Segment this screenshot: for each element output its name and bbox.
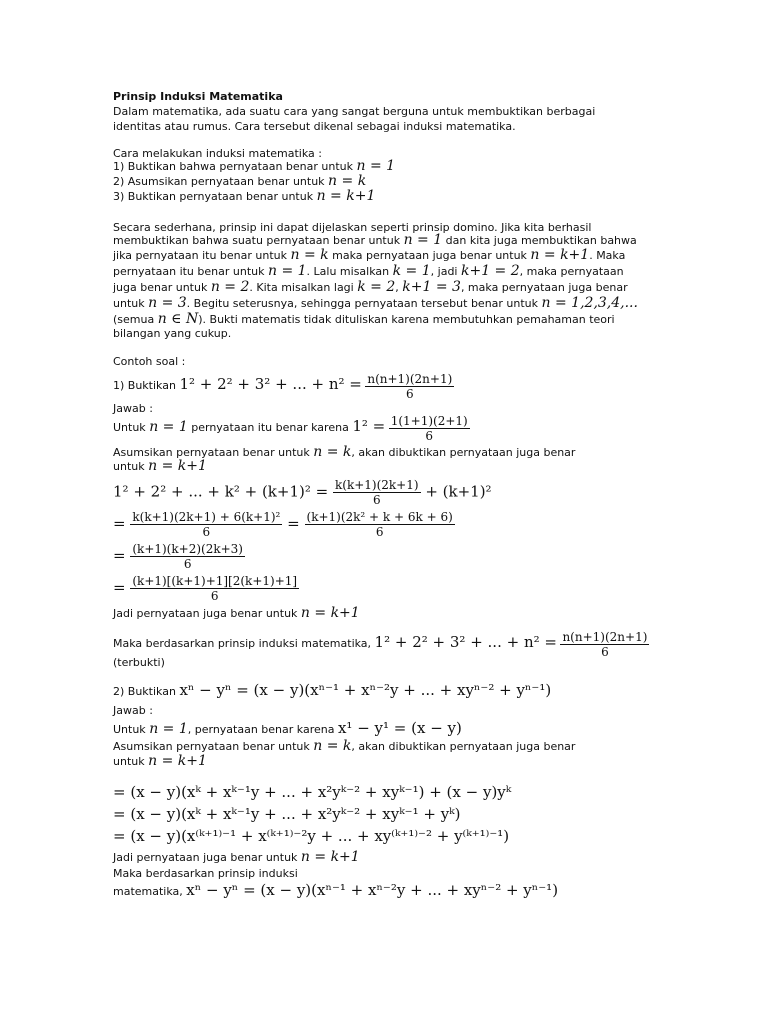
page-title: Prinsip Induksi Matematika bbox=[113, 90, 283, 103]
domino-line-8: bilangan yang cukup. bbox=[113, 327, 232, 340]
domino-line-4: pernyataan itu benar untuk n = 1. Lalu misalkan k = 1, jadi k+1 = 2, maka pernyataan bbox=[113, 263, 624, 279]
problem-1-equation-2: = $\frac{\text{k(k+1)(2k+1) + 6(k+1)²}}{6}$ = $\frac{\text{(k+1)(2k² + k + 6k + 6)}}{6}$ bbox=[113, 510, 453, 539]
problem-1-conclusion: Jadi pernyataan juga benar untuk n = k+1 bbox=[113, 605, 360, 621]
domino-line-7: (semua n ∈ N). Bukti matematis tidak dituliskan karena membutuhkan pemahaman teori bbox=[113, 311, 615, 327]
problem-2-final-2: matematika, xⁿ − yⁿ = (x − y)(xⁿ⁻¹ + xⁿ⁻²y + ... + xyⁿ⁻² + yⁿ⁻¹) bbox=[113, 881, 559, 899]
problem-2-assumption-2: untuk n = k+1 bbox=[113, 753, 207, 769]
steps-heading: Cara melakukan induksi matematika : bbox=[113, 147, 322, 160]
problem-1-equation-4: = $\frac{(k+1)[(k+1)+1][2(k+1)+1]}{6}$ bbox=[113, 574, 298, 603]
fraction: $\frac{\text{(k+1)(2k² + k + 6k + 6)}}{6}$ bbox=[306, 510, 453, 539]
step-1: 1) Buktikan bahwa pernyataan benar untuk n = 1 bbox=[113, 158, 396, 174]
problem-2-conclusion: Jadi pernyataan juga benar untuk n = k+1 bbox=[113, 849, 360, 865]
problem-1-equation-1: 1² + 2² + ... + k² + (k+1)² = $\frac{k(k+1)(2k+1)}{6}$ + (k+1)² bbox=[113, 478, 492, 507]
problem-1-statement: 1) Buktikan 1² + 2² + 3² + ... + n² = $\frac{n(n+1)(2n+1)}{6}$ bbox=[113, 371, 453, 401]
fraction: $\frac{n(n+1)(2n+1)}{6}$ bbox=[562, 629, 648, 659]
problem-1-final: Maka berdasarkan prinsip induksi matematika, 1² + 2² + 3² + ... + n² = $\frac{n(n+1)(2n+1)}{6}$ bbox=[113, 629, 648, 659]
problem-1-base-case: Untuk n = 1 pernyataan itu benar karena 1² = $\frac{1(1+1)(2+1)}{6}$ bbox=[113, 413, 468, 443]
problem-2-assumption: Asumsikan pernyataan benar untuk n = k, akan dibuktikan pernyataan juga benar bbox=[113, 738, 576, 754]
domino-line-6: untuk n = 3. Begitu seterusnya, sehingga pernyataan tersebut benar untuk n = 1,2,3,4,... bbox=[113, 295, 638, 311]
intro-line-1: Dalam matematika, ada suatu cara yang sangat berguna untuk membuktikan berbagai bbox=[113, 105, 596, 118]
fraction: $\frac{\text{k(k+1)(2k+1) + 6(k+1)²}}{6}$ bbox=[132, 510, 281, 539]
problem-2-statement: 2) Buktikan xⁿ − yⁿ = (x − y)(xⁿ⁻¹ + xⁿ⁻²y + ... + xyⁿ⁻² + yⁿ⁻¹) bbox=[113, 681, 552, 699]
domino-line-1: Secara sederhana, prinsip ini dapat dijelaskan seperti prinsip domino. Jika kita berhasil bbox=[113, 221, 592, 234]
fraction: $\frac{k(k+1)(2k+1)}{6}$ bbox=[334, 478, 419, 507]
problem-2-final-1: Maka berdasarkan prinsip induksi bbox=[113, 867, 298, 880]
problem-1-equation-3: = $\frac{(k+1)(k+2)(2k+3)}{6}$ bbox=[113, 542, 243, 571]
step-2: 2) Asumsikan pernyataan benar untuk n = k bbox=[113, 173, 367, 189]
problem-1-assumption-2: untuk n = k+1 bbox=[113, 458, 207, 474]
problem-2-equation-1: = (x − y)(xᵏ + xᵏ⁻¹y + ... + x²yᵏ⁻² + xyᵏ⁻¹) + (x − y)yᵏ bbox=[113, 783, 512, 801]
domino-line-3: jika pernyataan itu benar untuk n = k maka pernyataan juga benar untuk n = k+1. Maka bbox=[113, 247, 626, 263]
fraction: $\frac{(k+1)[(k+1)+1][2(k+1)+1]}{6}$ bbox=[132, 574, 298, 603]
example-heading: Contoh soal : bbox=[113, 355, 186, 368]
intro-line-2: identitas atau rumus. Cara tersebut dikenal sebagai induksi matematika. bbox=[113, 120, 516, 133]
problem-2-answer-label: Jawab : bbox=[113, 704, 153, 717]
problem-2-equation-3: = (x − y)(x⁽ᵏ⁺¹⁾⁻¹ + x⁽ᵏ⁺¹⁾⁻²y + ... + xy⁽ᵏ⁺¹⁾⁻² + y⁽ᵏ⁺¹⁾⁻¹) bbox=[113, 827, 510, 845]
problem-1-answer-label: Jawab : bbox=[113, 402, 153, 415]
problem-1-assumption: Asumsikan pernyataan benar untuk n = k, akan dibuktikan pernyataan juga benar bbox=[113, 444, 576, 460]
step-3: 3) Buktikan pernyataan benar untuk n = k+1 bbox=[113, 188, 376, 204]
fraction: $\frac{(k+1)(k+2)(2k+3)}{6}$ bbox=[132, 542, 243, 571]
problem-2-equation-2: = (x − y)(xᵏ + xᵏ⁻¹y + ... + x²yᵏ⁻² + xyᵏ⁻¹ + yᵏ) bbox=[113, 805, 461, 823]
domino-line-2: membuktikan bahwa suatu pernyataan benar untuk n = 1 dan kita juga membuktikan bahwa bbox=[113, 232, 637, 248]
fraction: $\frac{1(1+1)(2+1)}{6}$ bbox=[390, 413, 468, 443]
domino-line-5: juga benar untuk n = 2. Kita misalkan lagi k = 2, k+1 = 3, maka pernyataan juga benar bbox=[113, 279, 628, 295]
problem-1-proven: (terbukti) bbox=[113, 656, 165, 669]
problem-2-base-case: Untuk n = 1, pernyataan benar karena x¹ − y¹ = (x − y) bbox=[113, 719, 462, 737]
fraction: $\frac{n(n+1)(2n+1)}{6}$ bbox=[367, 371, 453, 401]
